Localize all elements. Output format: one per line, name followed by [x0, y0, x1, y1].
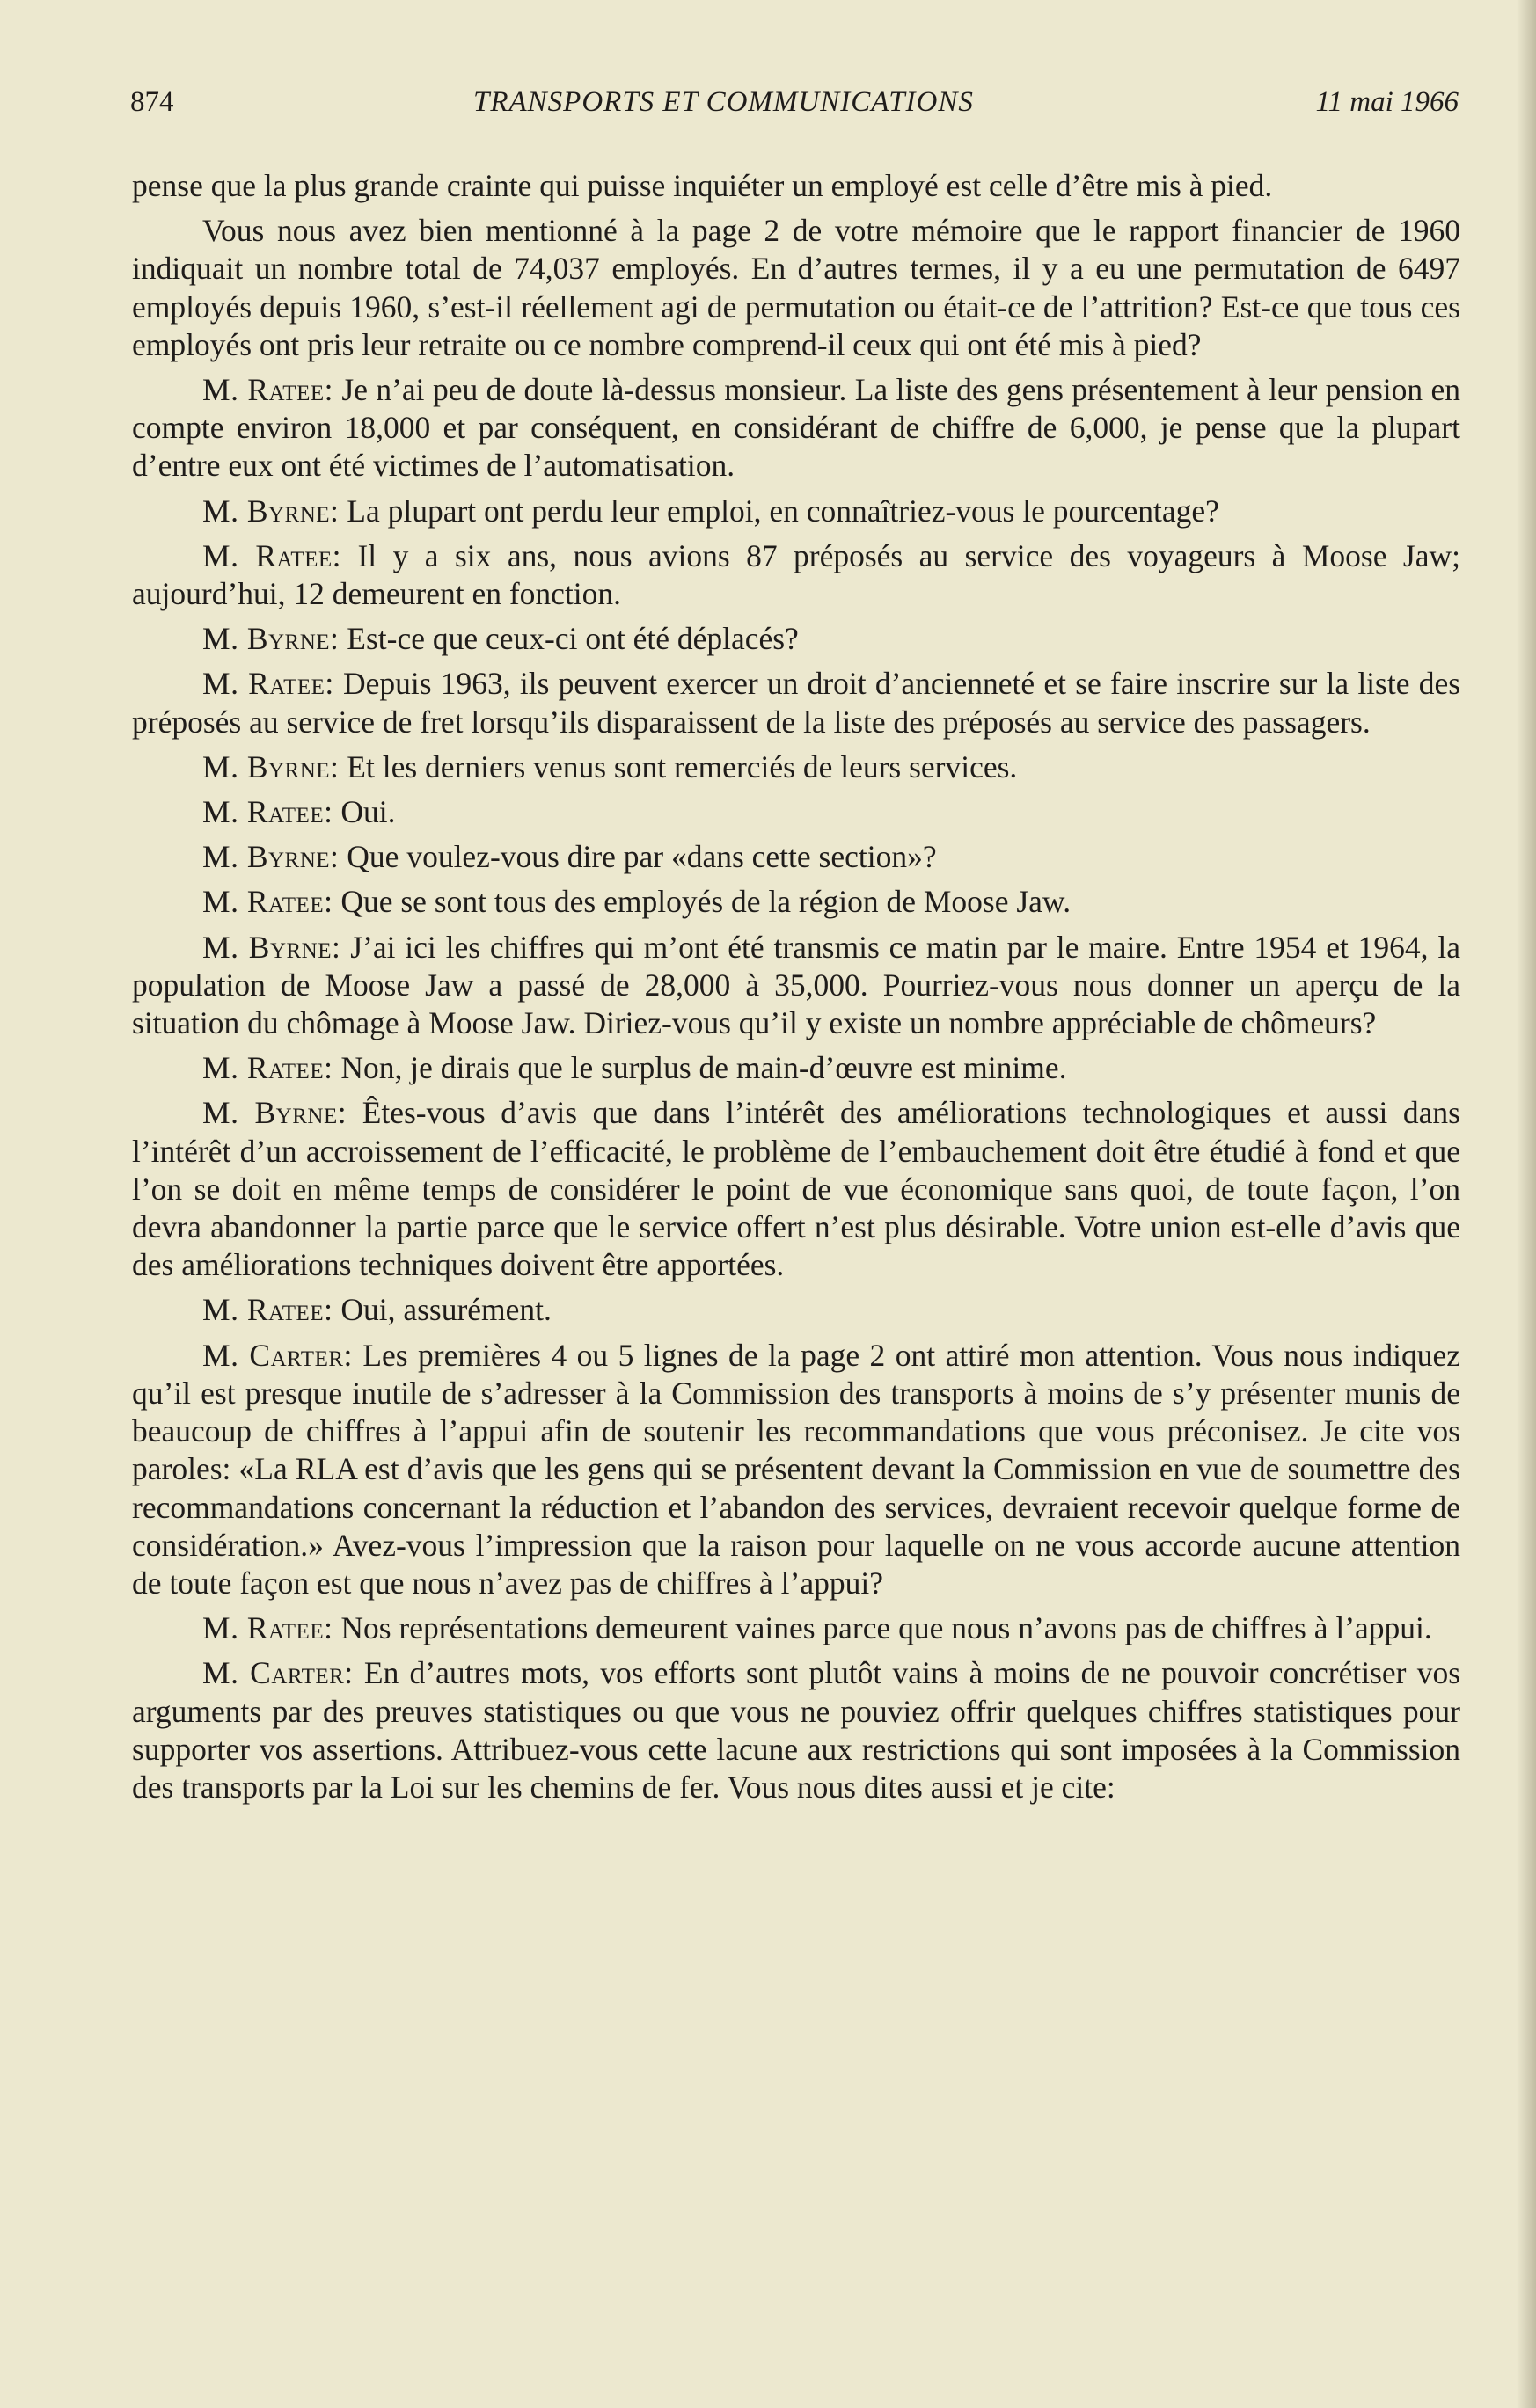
paragraph: [132, 793, 1460, 831]
paragraph-text: Que se sont tous des employés de la région de Moose Jaw.: [340, 884, 1072, 920]
paragraph: [132, 1609, 1460, 1647]
paragraph-text: J’ai ici les chiffres qui m’ont été transmis ce matin par le maire. Entre 1954 et 1964, la population de Moose Jaw a passé de 28,000 à 35,000. Pourriez-vous nous donner un aperçu de la situation du chômage à Moose Jaw. Diriez-vous qu’il y existe un nombre appréciable de chômeurs?: [132, 929, 1460, 1041]
paragraph: [132, 1337, 1460, 1602]
speaker-name: M. Byrne:: [202, 839, 340, 875]
paragraph: [132, 493, 1460, 530]
paragraph: [132, 665, 1460, 741]
page-edge-shadow: [1517, 0, 1536, 2408]
page-number: 874: [130, 86, 174, 118]
speaker-name: M. Ratee:: [202, 794, 333, 830]
paragraph: [132, 929, 1460, 1043]
paragraph-text: Les premières 4 ou 5 lignes de la page 2 ont attiré mon attention. Vous nous indiquez qu’il est presque inutile de s’adresser à la Commission des transports à moins de s’y présenter munis de beaucoup de chiffres à l’appui afin de soutenir les recommandations que vous préconisez. Je cite vos paroles: «La RLA est d’avis que les gens qui se présentent devant la Commission en vue de soumettre des recommandations concernant la réduction et l’abandon des services, devraient recevoir quelque forme de considération.» Avez-vous l’impression que la raison pour laquelle on ne vous accorde aucune attention de toute façon est que nous n’avez pas de chiffres à l’appui?: [132, 1337, 1460, 1601]
paragraph-text: Non, je dirais que le surplus de main-d’œuvre est minime.: [340, 1050, 1067, 1086]
paragraph: [132, 537, 1460, 613]
paragraph: [132, 167, 1460, 205]
paragraph-text: En d’autres mots, vos efforts sont plutôt vains à moins de ne pouvoir concrétiser vos arguments par des preuves statistiques ou que vous ne pouviez offrir quelques chiffres statistiques pour supporter vos assertions. Attribuez-vous cette lacune aux restrictions qui sont imposées à la Commission des transports par la Loi sur les chemins de fer. Vous nous dites aussi et je cite:: [132, 1655, 1461, 1805]
paragraph-text: Nos représentations demeurent vaines parce que nous n’avons pas de chiffres à l’appui.: [340, 1610, 1432, 1646]
paragraph: [132, 1049, 1460, 1087]
paragraph: [132, 1291, 1460, 1329]
speaker-name: M. Byrne:: [202, 929, 341, 965]
paragraph-text: Il y a six ans, nous avions 87 préposés au service des voyageurs à Moose Jaw; aujourd’hui, 12 demeurent en fonction.: [132, 537, 1460, 612]
speaker-name: M. Ratee:: [202, 537, 342, 573]
paragraph-text: La plupart ont perdu leur emploi, en connaîtriez-vous le pourcentage?: [347, 493, 1219, 529]
paragraph-text: Je n’ai peu de doute là-dessus monsieur. La liste des gens présentement à leur pension en compte environ 18,000 et par conséquent, en considérant de chiffre de 6,000, je pense que la plupart d’entre eux ont été victimes de l’automatisation.: [132, 372, 1461, 484]
speaker-name: M. Ratee:: [202, 1610, 333, 1646]
speaker-name: M. Ratee:: [202, 372, 333, 408]
paragraph-text: Oui, assurément.: [340, 1292, 552, 1328]
paragraph: [132, 838, 1460, 876]
speaker-name: M. Byrne:: [202, 748, 340, 784]
speaker-name: M. Byrne:: [202, 493, 340, 529]
page-header: [130, 86, 1459, 130]
speaker-name: M. Ratee:: [202, 1292, 333, 1328]
paragraph: [132, 883, 1460, 921]
paragraph: [132, 748, 1460, 786]
speaker-name: M. Carter:: [202, 1337, 353, 1373]
running-title: TRANSPORTS ET COMMUNICATIONS: [473, 86, 974, 118]
speaker-name: M. Ratee:: [202, 1050, 333, 1086]
paragraph-text: Depuis 1963, ils peuvent exercer un droit d’ancienneté et se faire inscrire sur la liste des préposés au service de fret lorsqu’ils disparaissent de la liste des préposés au service des passagers.: [132, 666, 1461, 740]
paragraph-text: Oui.: [340, 794, 396, 830]
paragraph-text: Et les derniers venus sont remerciés de leurs services.: [347, 748, 1018, 784]
paragraph-text: Êtes-vous d’avis que dans l’intérêt des améliorations technologiques et aussi dans l’intérêt d’un accroissement de l’efficacité, le problème de l’embauchement doit être étudié à fond et que l’on se doit en même temps de considérer le point de vue économique sans quoi, de toute façon, l’on devra abandonner la partie parce que le service offert n’est plus désirable. Votre union est-elle d’avis que des améliorations techniques doivent être apportées.: [132, 1095, 1460, 1283]
speaker-name: M. Ratee:: [202, 884, 333, 920]
paragraph: [132, 371, 1460, 485]
paragraph: [132, 212, 1460, 364]
body-text: [132, 167, 1460, 1813]
paragraph: [132, 620, 1460, 658]
paragraph-text: Vous nous avez bien mentionné à la page 2 de votre mémoire que le rapport financier de 1960 indiquait un nombre total de 74,037 employés. En d’autres termes, il y a eu une permutation de 6497 employés depuis 1960, s’est-il réellement agi de permutation ou était-ce de l’attrition? Est-ce que tous ces employés ont pris leur retraite ou ce nombre comprend-il ceux qui ont été mis à pied?: [132, 213, 1460, 362]
paragraph: [132, 1094, 1460, 1284]
header-date: 11 mai 1966: [1315, 86, 1459, 118]
paragraph-text: Que voulez-vous dire par «dans cette section»?: [347, 839, 937, 875]
paragraph: [132, 1654, 1460, 1806]
speaker-name: M. Byrne:: [202, 621, 340, 657]
speaker-name: M. Byrne:: [202, 1095, 347, 1131]
paragraph-text: pense que la plus grande crainte qui puisse inquiéter un employé est celle d’être mis à pied.: [132, 168, 1273, 203]
speaker-name: M. Carter:: [202, 1655, 354, 1691]
speaker-name: M. Ratee:: [202, 666, 334, 702]
paragraph-text: Est-ce que ceux-ci ont été déplacés?: [347, 621, 799, 657]
